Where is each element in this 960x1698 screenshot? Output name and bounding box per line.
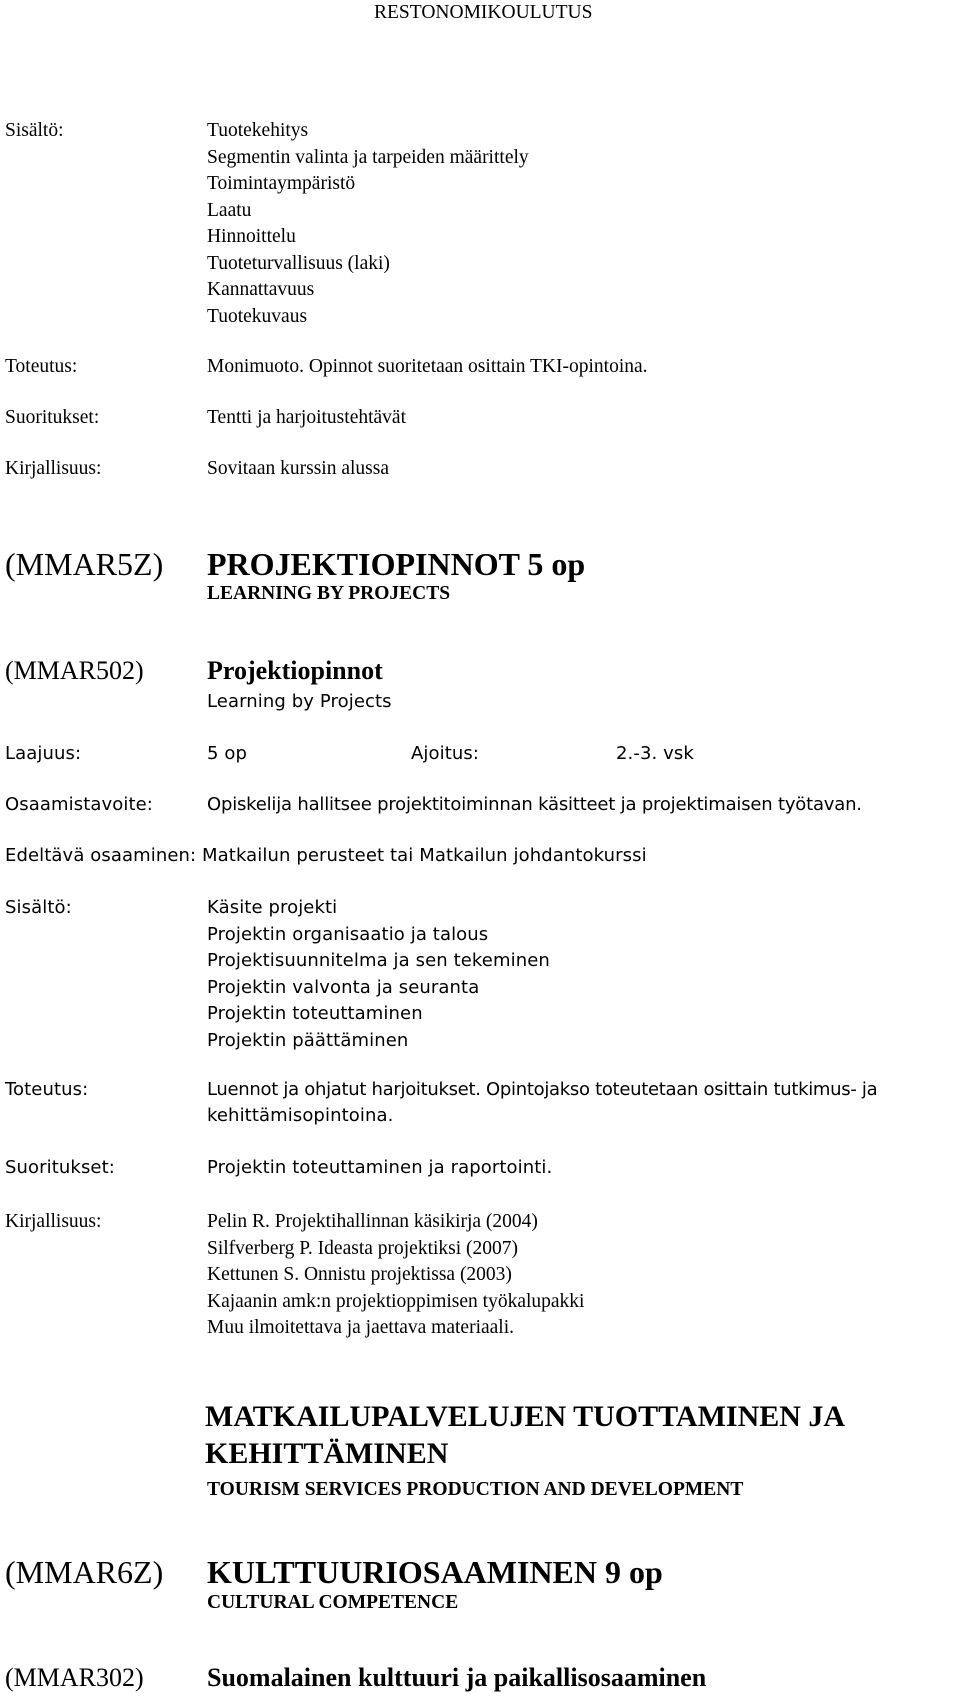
suoritukset-label: Suoritukset: (5, 1157, 115, 1178)
course-title: Suomalainen kulttuuri ja paikallisosaaminen (207, 1663, 707, 1692)
sisalto-label: Sisältö: (5, 897, 72, 918)
course-title: Projektiopinnot (207, 656, 383, 685)
section-title: MATKAILUPALVELUJEN TUOTTAMINEN JA (205, 1400, 846, 1433)
kirjallisuus-value: Sovitaan kurssin alussa (207, 458, 389, 479)
list-item: Käsite projekti (207, 897, 338, 918)
list-item: Kannattavuus (207, 279, 315, 300)
suoritukset-label: Suoritukset: (5, 407, 100, 428)
list-item: Hinnoittelu (207, 226, 296, 247)
module-code: (MMAR6Z) (5, 1554, 164, 1590)
list-item: Pelin R. Projektihallinnan käsikirja (2004) (207, 1211, 538, 1232)
list-item: Muu ilmoitettava ja jaettava materiaali. (207, 1317, 515, 1338)
sisalto-label: Sisältö: (5, 120, 64, 141)
list-item: Projektisuunnitelma ja sen tekeminen (207, 950, 550, 971)
page-header: RESTONOMIKOULUTUS (374, 2, 593, 23)
course-code: (MMAR302) (5, 1663, 144, 1692)
kirjallisuus-label: Kirjallisuus: (5, 458, 102, 479)
module-title: PROJEKTIOPINNOT 5 op (207, 546, 586, 582)
module-subtitle: LEARNING BY PROJECTS (207, 583, 451, 604)
module-code: (MMAR5Z) (5, 546, 164, 582)
ajoitus-value: 2.-3. vsk (616, 743, 694, 764)
list-item: Segmentin valinta ja tarpeiden määrittely (207, 146, 529, 168)
list-item: Projektin organisaatio ja talous (207, 923, 489, 945)
suoritukset-value: Projektin toteuttaminen ja raportointi. (207, 1157, 553, 1178)
laajuus-value: 5 op (207, 743, 248, 764)
kirjallisuus-list (207, 1209, 584, 1342)
course-subtitle: Learning by Projects (207, 691, 392, 712)
kirjallisuus-label: Kirjallisuus: (5, 1211, 102, 1232)
module-subtitle: CULTURAL COMPETENCE (207, 1592, 459, 1613)
list-item: Projektin toteuttaminen (207, 1003, 423, 1024)
suoritukset-value: Tentti ja harjoitustehtävät (207, 407, 406, 428)
toteutus-label: Toteutus: (5, 356, 78, 377)
list-item: Silfverberg P. Ideasta projektiksi (2007) (207, 1237, 519, 1259)
list-item: Laatu (207, 199, 252, 221)
osaamistavoite-value: Opiskelija hallitsee projektitoiminnan käsitteet ja projektimaisen työtavan. (207, 794, 862, 815)
section-title-cont: KEHITTÄMINEN (205, 1437, 449, 1470)
module-title: KULTTUURIOSAAMINEN 9 op (207, 1554, 663, 1590)
course-code: (MMAR502) (5, 656, 144, 685)
list-item: Kettunen S. Onnistu projektissa (2003) (207, 1264, 512, 1285)
laajuus-label: Laajuus: (5, 743, 82, 764)
list-item: Tuoteturvallisuus (laki) (207, 252, 390, 274)
toteutus-label: Toteutus: (5, 1079, 89, 1100)
ajoitus-label: Ajoitus: (411, 743, 480, 764)
edeltava-osaaminen: Edeltävä osaaminen: Matkailun perusteet tai Matkailun johdantokurssi (5, 845, 647, 866)
toteutus-value: Luennot ja ohjatut harjoitukset. Opintojakso toteutetaan osittain tutkimus- ja (207, 1079, 878, 1100)
osaamistavoite-label: Osaamistavoite: (5, 794, 153, 815)
section-subtitle: TOURISM SERVICES PRODUCTION AND DEVELOPMENT (207, 1479, 744, 1500)
list-item: Tuotekehitys (207, 120, 309, 141)
sisalto-list (207, 118, 529, 330)
list-item: Tuotekuvaus (207, 305, 308, 327)
toteutus-value-cont: kehittämisopintoina. (207, 1105, 394, 1126)
list-item: Projektin valvonta ja seuranta (207, 976, 480, 998)
list-item: Kajaanin amk:n projektioppimisen työkalupakki (207, 1290, 585, 1312)
list-item: Toimintaympäristö (207, 173, 356, 194)
sisalto-list (207, 897, 550, 1056)
list-item: Projektin päättäminen (207, 1029, 409, 1051)
toteutus-value: Monimuoto. Opinnot suoritetaan osittain TKI-opintoina. (207, 356, 648, 377)
